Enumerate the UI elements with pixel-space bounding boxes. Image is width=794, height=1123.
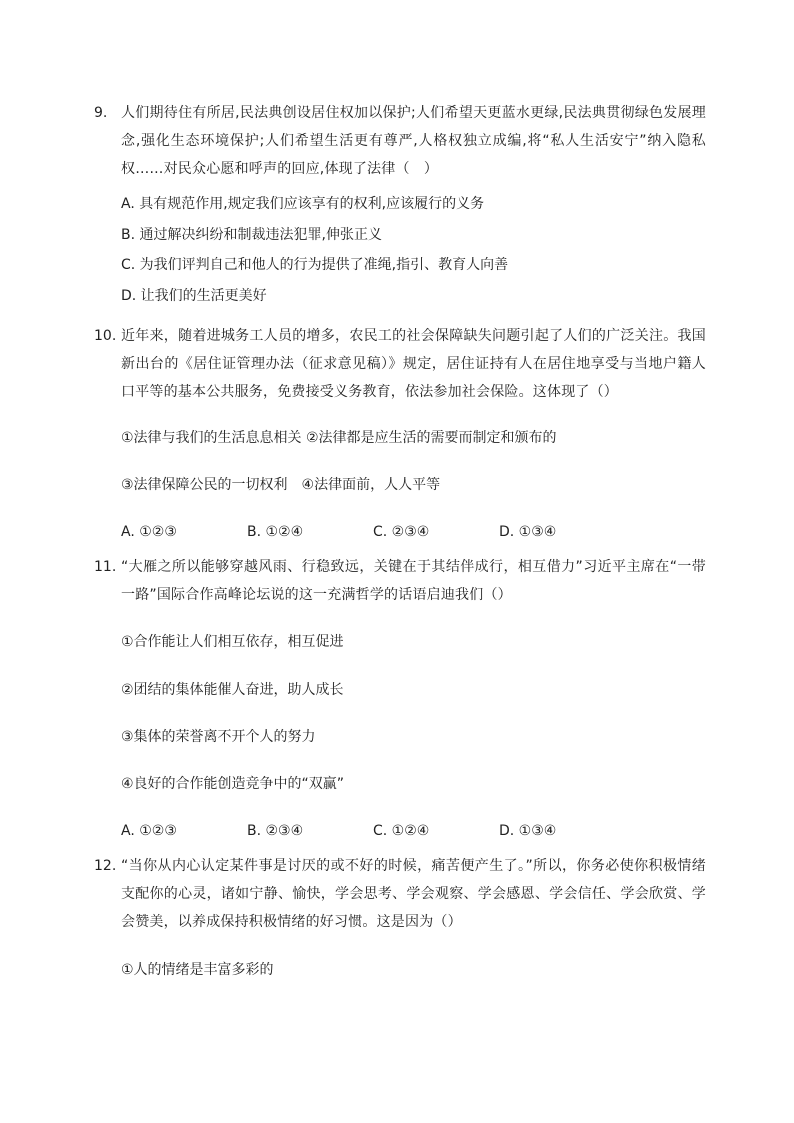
- choice-c: C. ②③④: [373, 524, 430, 540]
- choice-a: A. ①②③: [121, 823, 177, 839]
- question-stem: “大雁之所以能够穿越风雨、行稳致远，关键在于其结伴成行，相互借力”习近平主席在“一带一路”国际合作高峰论坛说的这一充满哲学的话语启迪我们（）: [121, 559, 706, 603]
- statement-line: ③集体的荣誉离不开个人的努力: [121, 729, 316, 745]
- statement-line: ①法律与我们的生活息息相关 ②法律都是应生活的需要而制定和颁布的: [121, 430, 557, 446]
- question-stem: 人们期待住有所居,民法典创设居住权加以保护;人们希望天更蓝水更绿,民法典贯彻绿色发展理念,强化生态环境保护;人们希望生活更有尊严,人格权独立成编,将“私人生活安宁”纳入隐私权……对民众心愿和呼声的回应,体现了法律（ ）: [121, 105, 706, 177]
- question-number: 12.: [94, 858, 117, 874]
- question-number: 11.: [94, 559, 117, 575]
- statement-line: ①合作能让人们相互依存，相互促进: [121, 634, 344, 650]
- option-c: C. 为我们评判自己和他人的行为提供了准绳,指引、教育人向善: [121, 257, 509, 273]
- choice-c: C. ①②④: [373, 823, 430, 839]
- statement-line: ①人的情绪是丰富多彩的: [121, 962, 274, 978]
- question-stem: 近年来，随着进城务工人员的增多，农民工的社会保障缺失问题引起了人们的广泛关注。我国新出台的《居住证管理办法（征求意见稿）》规定，居住证持有人在居住地享受与当地户籍人口平等的基本公共服务，免费接受义务教育，依法参加社会保险。这体现了（）: [121, 328, 706, 400]
- choice-b: B. ①②④: [247, 524, 304, 540]
- statement-line: ②团结的集体能催人奋进，助人成长: [121, 682, 344, 698]
- question-number: 10.: [94, 328, 117, 344]
- choice-a: A. ①②③: [121, 524, 177, 540]
- statement-line: ④良好的合作能创造竞争中的“双赢”: [121, 776, 345, 792]
- choice-b: B. ②③④: [247, 823, 304, 839]
- option-a: A. 具有规范作用,规定我们应该享有的权利,应该履行的义务: [121, 196, 485, 212]
- choice-d: D. ①③④: [499, 524, 557, 540]
- question-number: 9.: [94, 105, 108, 121]
- option-d: D. 让我们的生活更美好: [121, 288, 267, 304]
- option-b: B. 通过解决纠纷和制裁违法犯罪,伸张正义: [121, 227, 382, 243]
- statement-line: ③法律保障公民的一切权利 ④法律面前，人人平等: [121, 477, 441, 493]
- question-stem: “当你从内心认定某件事是讨厌的或不好的时候，痛苦便产生了。”所以，你务必使你积极情绪支配你的心灵，诸如宁静、愉快，学会思考、学会观察、学会感恩、学会信任、学会欣赏、学会赞美，以养成保持积极情绪的好习惯。这是因为（）: [121, 858, 706, 930]
- choice-d: D. ①③④: [499, 823, 557, 839]
